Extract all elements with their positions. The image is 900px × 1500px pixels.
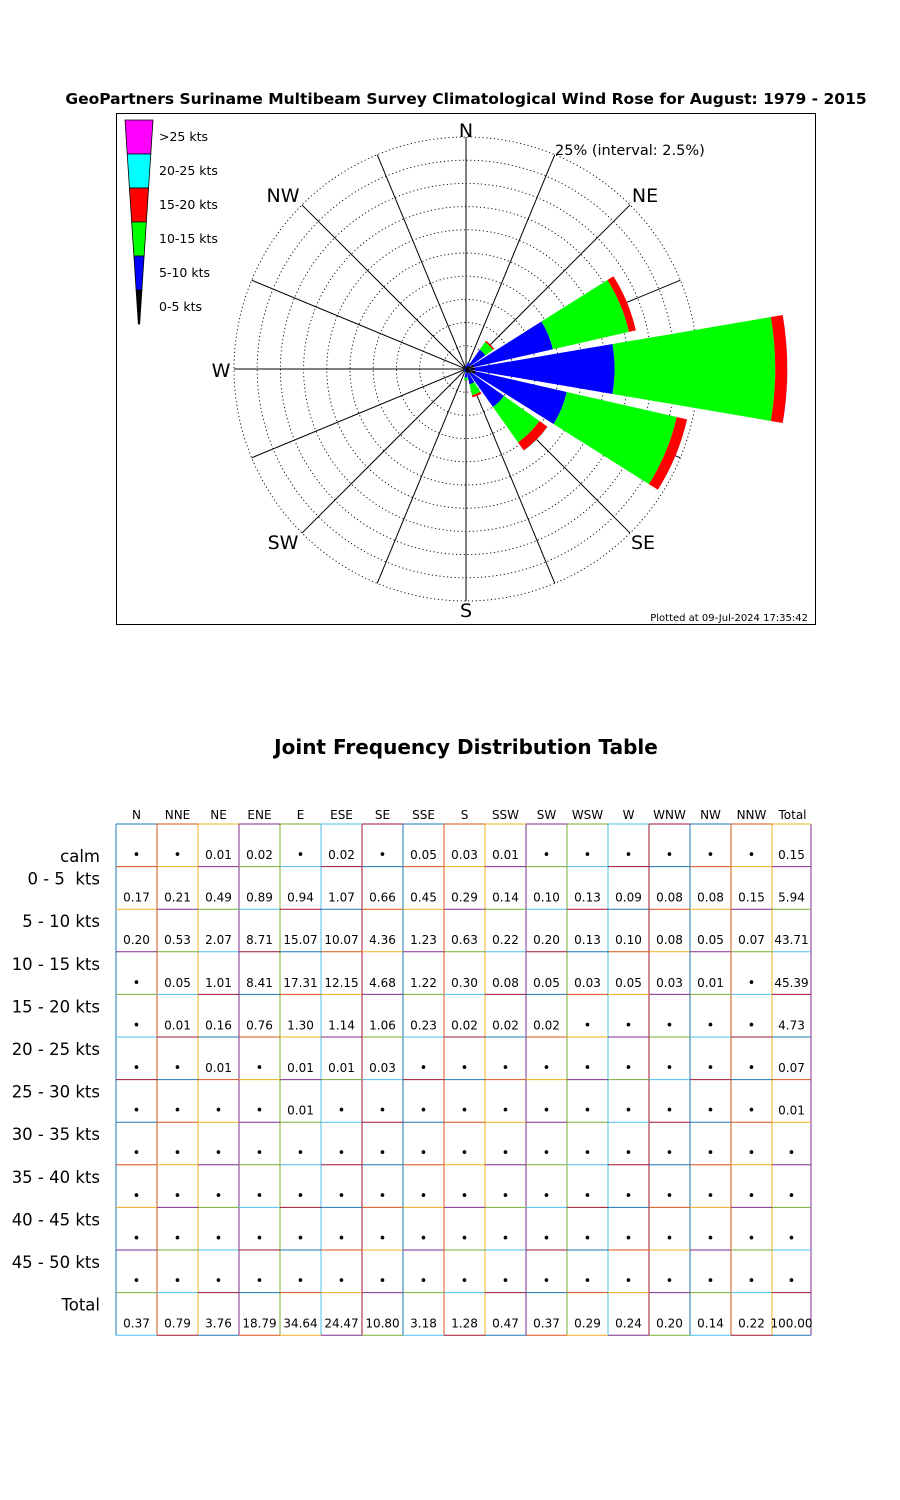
- table-cell: 0.13: [574, 933, 601, 948]
- table-cell: •: [501, 1146, 510, 1162]
- compass-label-se: SE: [630, 532, 656, 554]
- table-cell: 0.76: [246, 1018, 273, 1033]
- table-cell: 0.05: [410, 848, 437, 862]
- table-cell: 0.07: [738, 933, 765, 948]
- table-cell: •: [296, 848, 305, 863]
- table-cell: 100.00: [770, 1316, 813, 1331]
- table-cell: 3.18: [410, 1316, 437, 1331]
- table-cell: •: [583, 1188, 592, 1204]
- table-cell: 0.08: [492, 975, 519, 990]
- table-cell: 0.22: [492, 933, 519, 948]
- table-cell: •: [132, 1231, 141, 1247]
- table-cell: •: [255, 1188, 264, 1204]
- row-label: 45 - 50 kts: [11, 1253, 100, 1272]
- table-cell: •: [173, 1061, 182, 1076]
- column-header-ese: ESE: [330, 808, 353, 822]
- table-cell: •: [378, 848, 387, 863]
- table-cell: 0.03: [369, 1061, 396, 1075]
- table-cell: •: [173, 848, 182, 863]
- column-header-w: W: [622, 808, 635, 822]
- row-label: 30 - 35 kts: [11, 1125, 100, 1145]
- table-cell: •: [665, 1061, 674, 1076]
- table-cell: •: [665, 1018, 674, 1034]
- table-cell: 4.73: [778, 1018, 805, 1033]
- table-cell: •: [542, 848, 551, 863]
- table-cell: •: [460, 1274, 469, 1289]
- table-cell: 45.39: [774, 975, 809, 990]
- table-cell: •: [173, 1103, 182, 1119]
- table-cell: 0.15: [778, 848, 805, 862]
- table-cell: •: [706, 1274, 715, 1289]
- table-cell: •: [460, 1146, 469, 1162]
- column-header-sse: SSE: [412, 808, 435, 822]
- table-cell: 4.36: [369, 933, 396, 948]
- table-cell: •: [787, 1231, 796, 1247]
- table-cell: 2.07: [205, 933, 232, 948]
- table-cell: 0.10: [533, 890, 560, 905]
- table-cell: •: [214, 1231, 223, 1247]
- table-cell: •: [706, 1188, 715, 1204]
- table-cell: 0.02: [533, 1018, 560, 1033]
- table-cell: 1.01: [205, 975, 232, 990]
- table-cell: 15.07: [283, 933, 318, 948]
- table-cell: •: [132, 1274, 141, 1289]
- plotted-timestamp: Plotted at 09-Jul-2024 17:35:42: [650, 613, 808, 624]
- table-cell: 0.79: [164, 1316, 191, 1331]
- row-label: 20 - 25 kts: [11, 1040, 100, 1059]
- legend-label-2: 15-20 kts: [159, 197, 218, 212]
- wind-rose-title: GeoPartners Suriname Multibeam Survey Climatological Wind Rose for August: 1979 - 2015: [65, 90, 867, 108]
- compass-label-w: W: [211, 360, 231, 382]
- table-cell: •: [665, 848, 674, 863]
- table-cell: 1.28: [451, 1316, 478, 1331]
- row-label: 10 - 15 kts: [11, 954, 100, 974]
- table-cell: •: [787, 1274, 796, 1289]
- table-cell: 0.03: [451, 848, 478, 862]
- table-cell: •: [706, 1061, 715, 1076]
- table-cell: 0.45: [410, 890, 437, 905]
- table-cell: 0.01: [287, 1103, 314, 1118]
- table-cell: •: [706, 1146, 715, 1162]
- table-cell: •: [624, 1146, 633, 1162]
- row-label: Total: [61, 1295, 100, 1315]
- table-cell: •: [214, 1274, 223, 1289]
- row-label: 5 - 10 kts: [22, 912, 100, 932]
- table-cell: •: [706, 1231, 715, 1247]
- table-cell: •: [132, 848, 141, 863]
- table-cell: 0.30: [451, 975, 478, 990]
- table-cell: •: [173, 1231, 182, 1247]
- table-cell: 0.03: [656, 975, 683, 990]
- table-cell: 8.71: [246, 933, 273, 948]
- table-cell: 0.14: [697, 1316, 724, 1331]
- table-cell: •: [787, 1146, 796, 1162]
- table-cell: •: [419, 1146, 428, 1162]
- column-header-n: N: [132, 808, 141, 822]
- table-cell: •: [419, 1274, 428, 1289]
- table-cell: 0.16: [205, 1018, 232, 1033]
- table-cell: •: [173, 1188, 182, 1204]
- table-cell: •: [419, 1061, 428, 1076]
- table-cell: •: [583, 848, 592, 863]
- table-cell: •: [747, 1018, 756, 1034]
- table-cell: •: [419, 1231, 428, 1247]
- legend-label-3: 10-15 kts: [159, 231, 218, 246]
- table-cell: 0.05: [615, 975, 642, 990]
- table-cell: 0.09: [615, 890, 642, 905]
- column-header-ene: ENE: [247, 808, 272, 822]
- table-cell: •: [337, 1146, 346, 1162]
- table-cell: •: [501, 1188, 510, 1204]
- column-header-sw: SW: [536, 808, 557, 822]
- row-label: calm: [60, 847, 100, 866]
- table-cell: 0.20: [656, 1316, 683, 1331]
- table-cell: 0.63: [451, 933, 478, 948]
- table-cell: 0.01: [328, 1061, 355, 1075]
- row-label: 40 - 45 kts: [11, 1210, 100, 1230]
- table-cell: •: [665, 1103, 674, 1119]
- table-cell: •: [419, 1103, 428, 1119]
- table-cell: •: [214, 1103, 223, 1119]
- compass-label-nw: NW: [266, 185, 300, 207]
- table-cell: •: [501, 1103, 510, 1119]
- table-cell: •: [255, 1061, 264, 1076]
- table-cell: 10.07: [324, 933, 359, 948]
- compass-label-n: N: [458, 120, 474, 142]
- table-cell: 0.49: [205, 890, 232, 905]
- table-cell: 0.01: [697, 975, 724, 990]
- table-cell: 8.41: [246, 975, 273, 990]
- table-cell: •: [706, 1103, 715, 1119]
- table-cell: 5.94: [778, 890, 805, 905]
- row-label: 15 - 20 kts: [11, 997, 100, 1017]
- table-cell: •: [624, 1231, 633, 1247]
- table-cell: •: [501, 1274, 510, 1289]
- table-cell: 0.05: [697, 933, 724, 948]
- table-cell: 0.29: [574, 1316, 601, 1331]
- table-cell: •: [255, 1231, 264, 1247]
- table-cell: •: [665, 1231, 674, 1247]
- table-cell: •: [665, 1188, 674, 1204]
- table-cell: 0.23: [410, 1018, 437, 1033]
- compass-label-ne: NE: [631, 185, 659, 207]
- table-cell: 0.08: [656, 933, 683, 948]
- table-cell: •: [296, 1188, 305, 1204]
- table-cell: •: [460, 1188, 469, 1204]
- table-cell: •: [501, 1061, 510, 1076]
- table-cell: •: [255, 1103, 264, 1119]
- table-cell: 0.66: [369, 890, 396, 905]
- table-cell: •: [132, 1018, 141, 1034]
- compass-label-sw: SW: [267, 532, 299, 554]
- table-cell: •: [624, 1274, 633, 1289]
- table-cell: •: [747, 848, 756, 863]
- table-cell: 18.79: [242, 1316, 277, 1331]
- table-cell: •: [747, 975, 756, 991]
- table-cell: •: [583, 1231, 592, 1247]
- table-cell: 17.31: [283, 975, 318, 990]
- table-cell: 0.29: [451, 890, 478, 905]
- table-cell: 0.02: [328, 848, 355, 862]
- table-cell: 0.17: [123, 890, 150, 905]
- table-cell: 0.14: [492, 890, 519, 905]
- column-header-nw: NW: [700, 808, 721, 822]
- table-cell: •: [787, 1188, 796, 1204]
- table-cell: 1.06: [369, 1018, 396, 1033]
- table-cell: •: [624, 848, 633, 863]
- table-cell: 0.94: [287, 890, 314, 905]
- table-cell: 0.02: [246, 848, 273, 862]
- table-cell: 0.37: [533, 1316, 560, 1331]
- table-cell: 24.47: [324, 1316, 359, 1331]
- table-cell: •: [378, 1146, 387, 1162]
- table-cell: 0.01: [492, 848, 519, 862]
- table-cell: •: [542, 1103, 551, 1119]
- table-cell: 0.03: [574, 975, 601, 990]
- table-cell: •: [747, 1061, 756, 1076]
- table-cell: •: [542, 1061, 551, 1076]
- column-header-wsw: WSW: [571, 808, 604, 822]
- column-header-wnw: WNW: [653, 808, 686, 822]
- table-cell: •: [296, 1274, 305, 1289]
- table-cell: 1.14: [328, 1018, 355, 1033]
- table-cell: 0.24: [615, 1316, 642, 1331]
- table-cell: •: [132, 1188, 141, 1204]
- column-header-ssw: SSW: [491, 808, 520, 822]
- table-cell: •: [214, 1188, 223, 1204]
- table-cell: •: [583, 1018, 592, 1034]
- table-cell: 0.02: [492, 1018, 519, 1033]
- column-header-e: E: [296, 808, 305, 822]
- compass-label-s: S: [459, 600, 473, 622]
- table-cell: 0.08: [656, 890, 683, 905]
- table-cell: •: [378, 1188, 387, 1204]
- table-cell: •: [337, 1274, 346, 1289]
- table-cell: •: [132, 1146, 141, 1162]
- table-cell: 0.05: [533, 975, 560, 990]
- table-cell: •: [501, 1231, 510, 1247]
- row-label: 35 - 40 kts: [11, 1167, 100, 1187]
- table-cell: 0.08: [697, 890, 724, 905]
- table-cell: 0.02: [451, 1018, 478, 1033]
- legend-label-0: >25 kts: [159, 129, 209, 144]
- table-cell: •: [706, 1018, 715, 1034]
- table-cell: 0.15: [738, 890, 765, 905]
- table-cell: •: [378, 1231, 387, 1247]
- table-cell: 0.01: [778, 1103, 805, 1118]
- radial-scale-label: 25% (interval: 2.5%): [555, 143, 705, 159]
- row-label: 25 - 30 kts: [11, 1082, 100, 1102]
- table-cell: 12.15: [324, 975, 359, 990]
- table-cell: •: [583, 1146, 592, 1162]
- table-cell: •: [337, 1103, 346, 1119]
- table-cell: •: [460, 1231, 469, 1247]
- table-cell: •: [624, 1188, 633, 1204]
- table-cell: •: [542, 1188, 551, 1204]
- table-cell: •: [132, 1103, 141, 1119]
- table-cell: •: [173, 1274, 182, 1289]
- table-cell: •: [583, 1274, 592, 1289]
- table-cell: 0.05: [164, 975, 191, 990]
- table-cell: •: [214, 1146, 223, 1162]
- column-header-nne: NNE: [164, 808, 191, 822]
- table-cell: •: [624, 1018, 633, 1034]
- table-cell: 0.01: [205, 848, 232, 862]
- legend-label-1: 20-25 kts: [159, 163, 218, 178]
- table-cell: •: [255, 1274, 264, 1289]
- table-title: Joint Frequency Distribution Table: [274, 735, 658, 759]
- table-cell: 0.01: [205, 1061, 232, 1075]
- column-header-total: Total: [778, 808, 807, 822]
- table-cell: 1.30: [287, 1018, 314, 1033]
- table-cell: •: [255, 1146, 264, 1162]
- table-cell: 0.89: [246, 890, 273, 905]
- table-cell: 0.20: [533, 933, 560, 948]
- table-cell: •: [624, 1061, 633, 1076]
- table-cell: 0.13: [574, 890, 601, 905]
- table-cell: •: [296, 1146, 305, 1162]
- table-cell: 0.01: [287, 1061, 314, 1075]
- table-cell: •: [624, 1103, 633, 1119]
- table-cell: •: [378, 1103, 387, 1119]
- table-cell: •: [747, 1103, 756, 1119]
- table-cell: •: [583, 1061, 592, 1076]
- legend-label-4: 5-10 kts: [159, 265, 210, 280]
- table-cell: •: [460, 1061, 469, 1076]
- table-cell: 1.22: [410, 975, 437, 990]
- legend-label-5: 0-5 kts: [159, 299, 203, 314]
- table-cell: •: [542, 1274, 551, 1289]
- table-cell: •: [706, 848, 715, 863]
- table-cell: 0.10: [615, 933, 642, 948]
- table-cell: 0.37: [123, 1316, 150, 1331]
- table-cell: •: [747, 1146, 756, 1162]
- column-header-ne: NE: [210, 808, 227, 822]
- table-cell: 4.68: [369, 975, 396, 990]
- table-cell: •: [296, 1231, 305, 1247]
- column-header-nnw: NNW: [736, 808, 767, 822]
- table-cell: •: [173, 1146, 182, 1162]
- table-cell: 0.21: [164, 890, 191, 905]
- table-cell: 10.80: [365, 1316, 400, 1331]
- column-header-se: SE: [374, 808, 391, 822]
- table-cell: •: [583, 1103, 592, 1119]
- table-cell: •: [747, 1274, 756, 1289]
- table-cell: 1.23: [410, 933, 437, 948]
- table-cell: 3.76: [205, 1316, 232, 1331]
- table-cell: •: [132, 1061, 141, 1076]
- table-cell: •: [747, 1188, 756, 1204]
- table-cell: 0.22: [738, 1316, 765, 1331]
- table-cell: 34.64: [283, 1316, 318, 1331]
- table-cell: •: [542, 1146, 551, 1162]
- table-cell: 0.47: [492, 1316, 519, 1331]
- table-cell: •: [665, 1146, 674, 1162]
- table-cell: 0.01: [164, 1018, 191, 1033]
- table-cell: •: [747, 1231, 756, 1247]
- table-cell: •: [337, 1188, 346, 1204]
- table-cell: 0.20: [123, 933, 150, 948]
- table-cell: •: [542, 1231, 551, 1247]
- column-header-s: S: [460, 808, 469, 822]
- table-cell: 43.71: [774, 933, 809, 948]
- table-cell: 1.07: [328, 890, 355, 905]
- table-cell: •: [378, 1274, 387, 1289]
- row-label: 0 - 5 kts: [27, 869, 100, 889]
- table-cell: •: [337, 1231, 346, 1247]
- table-cell: •: [419, 1188, 428, 1204]
- table-cell: •: [460, 1103, 469, 1119]
- table-cell: •: [132, 975, 141, 991]
- table-cell: •: [665, 1274, 674, 1289]
- table-cell: 0.53: [164, 933, 191, 948]
- table-cell: 0.07: [778, 1061, 805, 1075]
